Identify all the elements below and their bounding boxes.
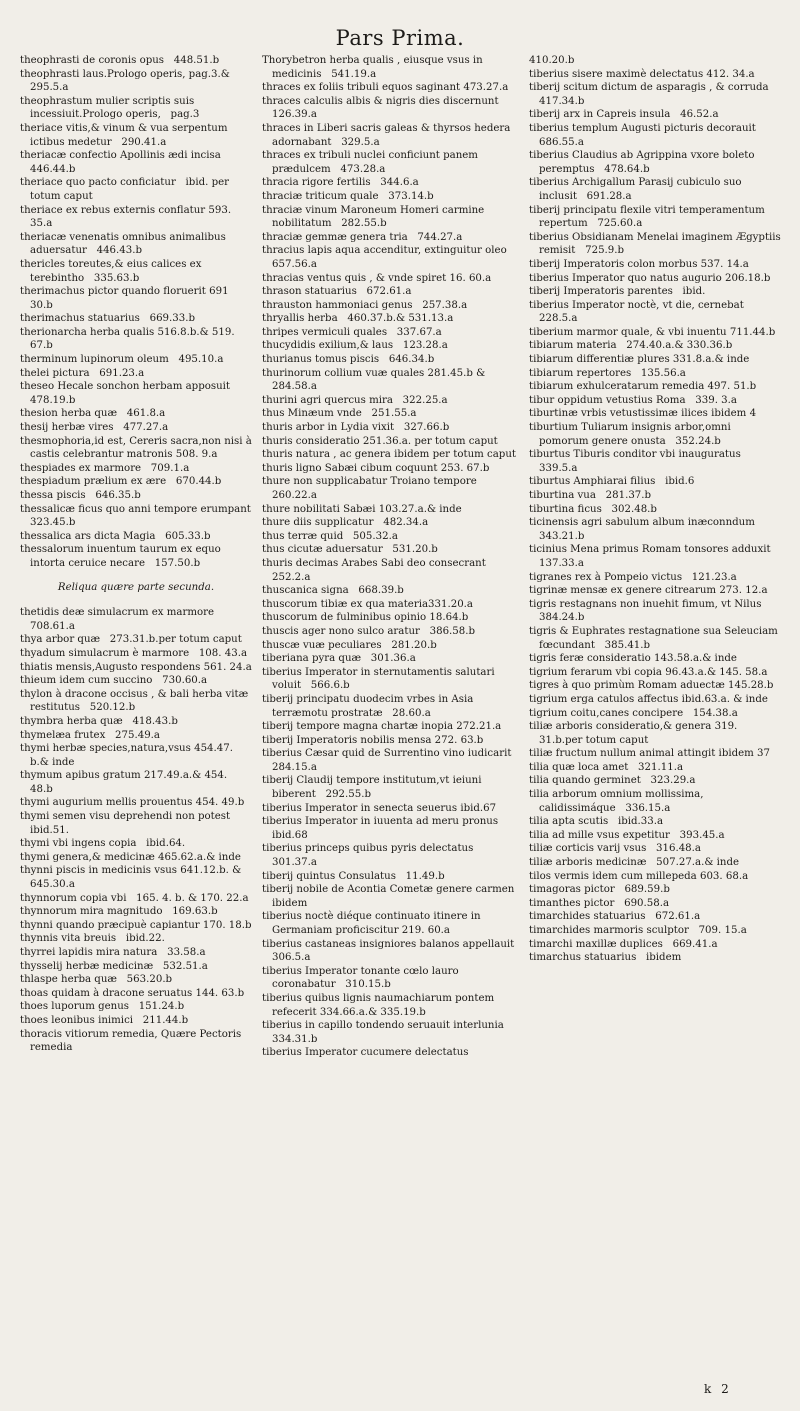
index-entry: thrauston hammoniaci genus 257.38.a bbox=[262, 299, 468, 311]
index-entry: tiberius Claudius ab Agrippina vxore boleto peremptus 478.64.b bbox=[529, 150, 758, 175]
index-entry: tiburtium Tuliarum insignis arbor,omni pomorum genere onusta 352.24.b bbox=[529, 422, 734, 447]
index-entry: thieum idem cum succino 730.60.a bbox=[20, 675, 208, 687]
index-entry: thlaspe herba quæ 563.20.b bbox=[20, 974, 173, 986]
index-entry: tilia arborum omnium mollissima, calidissimáque 336.15.a bbox=[529, 789, 707, 814]
index-entry: thraces ex foliis tribuli equos saginant 473.27.a bbox=[262, 82, 509, 94]
index-entry: tigris restagnans non inuehit fimum, vt Nilus 384.24.b bbox=[529, 598, 772, 624]
index-entry: thracius lapis aqua accenditur, extinguitur oleo 657.56.a bbox=[262, 245, 517, 270]
index-entry: thynnis vita breuis ibid.22. bbox=[20, 933, 165, 945]
index-entry: thoes luporum genus 151.24.b bbox=[20, 1001, 185, 1013]
index-entry: timarchi maxillæ duplices 669.41.a bbox=[529, 938, 718, 950]
index-entry: tiberius princeps quibus pyris delectatus 301.37.a bbox=[262, 843, 484, 869]
index-entry: tigris & Euphrates restagnatione sua Seleuciam fœcundant 385.41.b bbox=[529, 625, 782, 651]
index-entry: tiberius in capillo tondendo seruauit interlunia 334.31.b bbox=[262, 1020, 514, 1045]
index-entry: thessalicæ ficus quo anni tempore erumpant 323.45.b bbox=[20, 503, 261, 529]
signature-mark: k 2 bbox=[704, 1382, 732, 1396]
index-entry: tiberij Imperatoris nobilis mensa 272. 63.b bbox=[262, 734, 484, 746]
index-entry: thrason statuarius 672.61.a bbox=[262, 286, 412, 298]
index-entry: thracia rigore fertilis 344.6.a bbox=[262, 177, 419, 189]
index-entry: tibiarum materia 274.40.a.& 330.36.b bbox=[529, 340, 733, 352]
index-entry: ticinius Mena primus Romam tonsores adduxit 137.33.a bbox=[529, 544, 781, 569]
index-entry: tiburtina vua 281.37.b bbox=[529, 490, 652, 501]
index-entry: thuscorum tibiæ ex qua materia331.20.a bbox=[262, 598, 473, 610]
index-entry: tiberius sisere maximè delectatus 412. 34.a bbox=[529, 68, 755, 80]
index-entry: tiberij Imperatoris parentes ibid. bbox=[529, 286, 706, 298]
index-entry: thessa piscis 646.35.b bbox=[20, 490, 141, 501]
index-entry: thynnorum mira magnitudo 169.63.b bbox=[20, 906, 218, 918]
index-entry: thymi herbæ species,natura,vsus 454.47. b.& inde bbox=[20, 743, 237, 768]
index-entry: theophrasti laus.Prologo operis, pag.3.& 295.5.a bbox=[20, 68, 234, 94]
index-entry: thurinorum collium vuæ quales 281.45.b & 284.58.a bbox=[262, 367, 489, 393]
index-column-1 bbox=[20, 54, 261, 1055]
index-entry: theriace vitis,& vinum & vua serpentum ictibus medetur 290.41.a bbox=[20, 122, 231, 148]
index-entry: tiberij tempore magna chartæ inopia 272.21.a bbox=[262, 721, 502, 733]
page-title: Pars Prima. bbox=[335, 26, 465, 50]
index-entry: theophrasti de coronis opus 448.51.b bbox=[20, 55, 220, 66]
index-entry: thylon à dracone occisus , & bali herba vitæ restitutus 520.12.b bbox=[20, 688, 252, 714]
index-entry: theseo Hecale sonchon herbam apposuit 478.19.b bbox=[20, 381, 234, 406]
index-entry: thymbra herba quæ 418.43.b bbox=[20, 715, 178, 727]
index-entry: thuscorum de fulminibus opinio 18.64.b bbox=[262, 612, 469, 624]
index-entry: thymi vbi ingens copia ibid.64. bbox=[20, 838, 186, 850]
index-entry: tibur oppidum vetustius Roma 339. 3.a bbox=[529, 394, 737, 406]
index-entry: tiberius Imperator quo natus augurio 206.18.b bbox=[529, 272, 771, 284]
index-entry: thericles toreutes,& eius calices ex terebintho 335.63.b bbox=[20, 258, 205, 284]
index-entry: tiliæ fructum nullum animal attingit ibidem 37 bbox=[529, 748, 771, 760]
index-entry: thuris consideratio 251.36.a. per totum caput bbox=[262, 435, 498, 447]
index-entry: thoas quidam à dracone seruatus 144. 63.b bbox=[20, 987, 245, 999]
index-entry: thuris natura , ac genera ibidem per totum caput bbox=[262, 449, 516, 461]
index-entry: thynnorum copia vbi 165. 4. b. & 170. 22.a bbox=[20, 892, 249, 904]
index-entry: tigranes rex à Pompeio victus 121.23.a bbox=[529, 571, 737, 583]
index-entry: thiatis mensis,Augusto respondens 561. 24.a bbox=[20, 661, 252, 673]
index-entry: thesion herba quæ 461.8.a bbox=[20, 408, 166, 420]
cross-reference-note: Reliqua quære parte secunda. bbox=[57, 581, 215, 593]
index-entry: timarchides marmoris sculptor 709. 15.a bbox=[529, 925, 747, 936]
index-entry: thoes leonibus inimici 211.44.b bbox=[20, 1014, 189, 1026]
index-entry: thure diis supplicatur 482.34.a bbox=[262, 517, 429, 529]
index-entry: tiberius Obsidianam Menelai imaginem Ægyptiis remisit 725.9.b bbox=[529, 231, 785, 257]
index-entry: thessalorum inuentum taurum ex equo intorta ceruice necare 157.50.b bbox=[20, 544, 225, 569]
index-entry: tiberius templum Augusti picturis decorauit 686.55.a bbox=[529, 122, 766, 148]
index-entry: tiberium marmor quale, & vbi inuentu 711.44.b bbox=[529, 326, 776, 338]
index-column-3 bbox=[529, 54, 785, 965]
index-entry: thraciæ triticum quale 373.14.b bbox=[262, 190, 434, 202]
index-entry: tiberij nobile de Acontia Cometæ genere carmen ibidem bbox=[262, 884, 525, 909]
index-entry: tiliæ arboris consideratio,& genera 319. 31.b.per totum caput bbox=[529, 721, 741, 746]
index-entry: tibiarum exhulceratarum remedia 497. 51.b bbox=[529, 381, 757, 393]
index-entry: timagoras pictor 689.59.b bbox=[529, 884, 670, 896]
index-entry: tiberiana pyra quæ 301.36.a bbox=[262, 653, 416, 665]
index-entry: tilia quando germinet 323.29.a bbox=[529, 775, 696, 787]
index-entry: tiberius Cæsar quid de Surrentino vino iudicarit 284.15.a bbox=[262, 748, 522, 773]
index-entry: tilia ad mille vsus expetitur 393.45.a bbox=[529, 829, 725, 841]
index-entry: 410.20.b bbox=[529, 55, 575, 66]
index-entry: tiberius Archigallum Parasij cubiculo suo inclusit 691.28.a bbox=[529, 177, 745, 202]
index-entry: tigrinæ mensæ ex genere citrearum 273. 12.a bbox=[529, 585, 768, 597]
index-entry: thuscæ vuæ peculiares 281.20.b bbox=[262, 639, 437, 651]
index-entry: tiburtus Amphiarai filius ibid.6 bbox=[529, 476, 695, 488]
index-entry: tigres à quo primùm Romam aduectæ 145.28.b bbox=[529, 680, 774, 692]
index-entry: thus terræ quid 505.32.a bbox=[262, 530, 398, 542]
index-entry: thuscanica signa 668.39.b bbox=[262, 585, 404, 597]
index-entry: thespiadum prælium ex ære 670.44.b bbox=[20, 476, 222, 488]
index-entry: theophrastum mulier scriptis suis incessiuit.Prologo operis, pag.3 bbox=[20, 95, 200, 121]
index-entry: thurianus tomus piscis 646.34.b bbox=[262, 354, 435, 366]
index-entry: therionarcha herba qualis 516.8.b.& 519. 67.b bbox=[20, 326, 238, 352]
index-entry: thucydidis exilium,& laus 123.28.a bbox=[262, 340, 448, 352]
index-entry: thynni piscis in medicinis vsus 641.12.b. & 645.30.a bbox=[20, 865, 245, 891]
index-entry: thymum apibus gratum 217.49.a.& 454. 48.b bbox=[20, 770, 231, 795]
index-entry: tiberius Imperator noctè, vt die, cernebat 228.5.a bbox=[529, 299, 754, 325]
index-entry: thracias ventus quis , & vnde spiret 16. 60.a bbox=[262, 272, 492, 284]
index-entry: therimachus pictor quando floruerit 691 30.b bbox=[20, 286, 232, 311]
index-entry: tilia quæ loca amet 321.11.a bbox=[529, 761, 684, 773]
index-entry: tiburtinæ vrbis vetustissimæ ilices ibidem 4 bbox=[529, 408, 757, 420]
index-entry: thyadum simulacrum è marmore 108. 43.a bbox=[20, 647, 248, 659]
index-entry: tiberius Imperator cucumere delectatus bbox=[262, 1047, 469, 1059]
index-entry: tilia apta scutis ibid.33.a bbox=[529, 816, 664, 828]
index-entry: tiberij principatu duodecim vrbes in Asia terræmotu prostratæ 28.60.a bbox=[262, 693, 477, 719]
index-entry: theriace quo pacto conficiatur ibid. per totum caput bbox=[20, 177, 233, 202]
index-entry: tibiarum differentiæ plures 331.8.a.& inde bbox=[529, 354, 750, 366]
index-entry: thymi augurium mellis prouentus 454. 49.b bbox=[20, 797, 245, 809]
index-entry: thuris arbor in Lydia vixit 327.66.b bbox=[262, 422, 450, 434]
index-entry: thysselij herbæ medicinæ 532.51.a bbox=[20, 960, 208, 972]
index-entry: tigrium ferarum vbi copia 96.43.a.& 145. 58.a bbox=[529, 666, 768, 678]
index-entry: thymi genera,& medicinæ 465.62.a.& inde bbox=[20, 851, 241, 863]
index-entry: thripes vermiculi quales 337.67.a bbox=[262, 326, 442, 338]
index-entry: theriacæ confectio Apollinis ædi incisa 446.44.b bbox=[20, 150, 225, 175]
index-entry: thus cicutæ aduersatur 531.20.b bbox=[262, 544, 438, 556]
index-entry: thraces ex tribuli nuclei conficiunt panem prædulcem 473.28.a bbox=[262, 150, 482, 175]
index-entry: tigris feræ consideratio 143.58.a.& inde bbox=[529, 653, 737, 665]
index-entry: tiberij principatu flexile vitri temperamentum repertum 725.60.a bbox=[529, 204, 769, 230]
index-entry: tiberius Imperator in senecta seuerus ibid.67 bbox=[262, 802, 497, 814]
index-entry: thuris ligno Sabæi cibum coquunt 253. 67.b bbox=[262, 462, 490, 474]
index-entry: timanthes pictor 690.58.a bbox=[529, 897, 670, 909]
index-entry: tiberius Imperator in sternutamentis salutari voluit 566.6.b bbox=[262, 666, 498, 692]
index-entry: thymi semen visu deprehendi non potest ibid.51. bbox=[20, 811, 234, 836]
index-entry: thya arbor quæ 273.31.b.per totum caput bbox=[20, 634, 242, 646]
index-entry: thure non supplicabatur Troiano tempore 260.22.a bbox=[262, 476, 487, 501]
index-entry: tiberius castaneas insigniores balanos appellauit 306.5.a bbox=[262, 938, 524, 964]
index-entry: tiburtina ficus 302.48.b bbox=[529, 503, 657, 515]
index-entry: thure nobilitati Sabæi 103.27.a.& inde bbox=[262, 503, 462, 515]
index-entry: thessalica ars dicta Magia 605.33.b bbox=[20, 530, 211, 542]
index-entry: thraciæ vinum Maroneum Homeri carmine nobilitatum 282.55.b bbox=[262, 204, 488, 230]
index-entry: thynni quando præcipuè capiantur 170. 18.b bbox=[20, 919, 252, 931]
index-entry: thesmophoria,id est, Cereris sacra,non nisi à castis celebrantur matronis 508. 9.a bbox=[20, 435, 256, 461]
index-entry: thraces calculis albis & nigris dies discernunt 126.39.a bbox=[262, 95, 509, 121]
index-entry: thespiades ex marmore 709.1.a bbox=[20, 462, 190, 474]
index-entry: thyrrei lapidis mira natura 33.58.a bbox=[20, 947, 206, 958]
index-entry: thuris decimas Arabes Sabi deo consecrant 252.2.a bbox=[262, 557, 496, 583]
index-entry: tiberius Imperator tonante cœlo lauro coronabatur 310.15.b bbox=[262, 965, 462, 991]
index-entry: thurini agri quercus mira 322.25.a bbox=[262, 394, 448, 406]
index-entry: therminum lupinorum oleum 495.10.a bbox=[20, 354, 224, 366]
index-entry: tigrium erga catulos affectus ibid.63.a. & inde bbox=[529, 693, 768, 705]
index-entry: thesij herbæ vires 477.27.a bbox=[20, 422, 169, 434]
index-entry: tiberius Imperator in iuuenta ad meru pronus ibid.68 bbox=[262, 816, 508, 841]
index-entry: thus Minæum vnde 251.55.a bbox=[262, 408, 417, 420]
index-entry: tiberius quibus lignis naumachiarum pontem refecerit 334.66.a.& 335.19.b bbox=[262, 992, 498, 1018]
index-entry: Thorybetron herba qualis , eiusque vsus in medicinis 541.19.a bbox=[262, 55, 486, 80]
index-entry: thetidis deæ simulacrum ex marmore 708.61.a bbox=[20, 607, 218, 632]
index-entry: tiberius noctè diéque continuato itinere in Germaniam proficiscitur 219. 60.a bbox=[262, 911, 484, 936]
index-entry: tiliæ corticis varij vsus 316.48.a bbox=[529, 843, 701, 855]
index-entry: ticinensis agri sabulum album inæconndum 343.21.b bbox=[529, 517, 765, 542]
index-entry: thraciæ gemmæ genera tria 744.27.a bbox=[262, 231, 463, 243]
index-entry: theriace ex rebus externis conflatur 593. 35.a bbox=[20, 204, 235, 230]
index-entry: tibiarum repertores 135.56.a bbox=[529, 367, 686, 379]
index-entry: thuscis ager nono sulco aratur 386.58.b bbox=[262, 625, 476, 637]
index-entry: tiberij arx in Capreis insula 46.52.a bbox=[529, 109, 719, 121]
index-entry: tiberij Claudij tempore institutum,vt ieiuni biberent 292.55.b bbox=[262, 775, 485, 801]
index-entry: tiberij Imperatoris colon morbus 537. 14.a bbox=[529, 258, 749, 270]
index-entry: thymelæa frutex 275.49.a bbox=[20, 729, 160, 741]
index-entry: tigrium coitu,canes concipere 154.38.a bbox=[529, 707, 738, 719]
index-entry: therimachus statuarius 669.33.b bbox=[20, 313, 196, 325]
index-entry: tiliæ arboris medicinæ 507.27.a.& inde bbox=[529, 857, 740, 869]
index-entry: thelei pictura 691.23.a bbox=[20, 367, 145, 379]
index-entry: tiberij scitum dictum de asparagis , & corruda 417.34.b bbox=[529, 82, 779, 107]
index-entry: theriacæ venenatis omnibus animalibus aduersatur 446.43.b bbox=[20, 231, 230, 257]
index-entry: thraces in Liberi sacris galeas & thyrsos hedera adornabant 329.5.a bbox=[262, 122, 514, 148]
index-entry: thoracis vitiorum remedia, Quære Pectoris remedia bbox=[20, 1028, 245, 1054]
index-entry: thryallis herba 460.37.b.& 531.13.a bbox=[262, 313, 454, 325]
index-entry: timarchus statuarius ibidem bbox=[529, 952, 682, 964]
index-column-2 bbox=[262, 54, 525, 1060]
index-entry: tilos vermis idem cum millepeda 603. 68.a bbox=[529, 870, 749, 882]
index-entry: tiberij quintus Consulatus 11.49.b bbox=[262, 870, 445, 882]
index-entry: tiburtus Tiburis conditor vbi inauguratus 339.5.a bbox=[529, 449, 751, 474]
index-entry: timarchides statuarius 672.61.a bbox=[529, 911, 701, 923]
